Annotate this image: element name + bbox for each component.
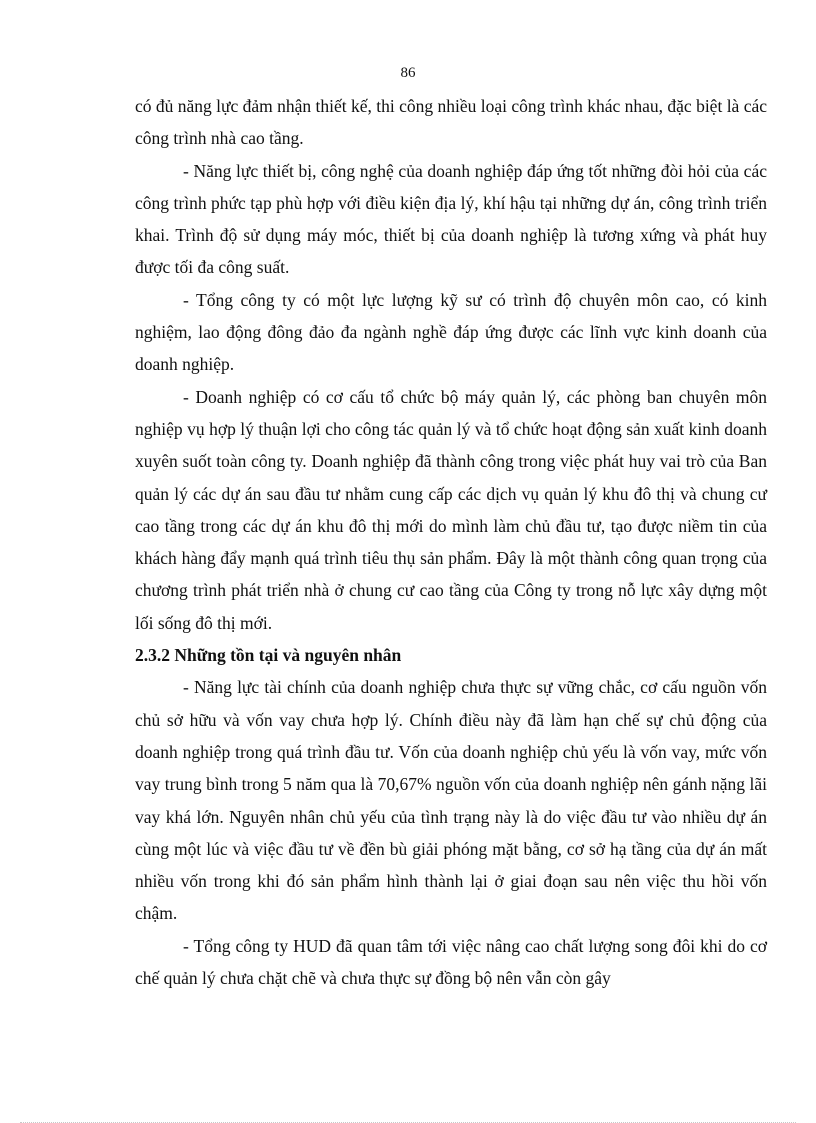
section-heading: 2.3.2 Những tồn tại và nguyên nhân [135, 645, 402, 666]
paragraph-financial-capacity: - Năng lực tài chính của doanh nghiệp chưa thực sự vững chắc, cơ cấu nguồn vốn chủ sở hữu và vốn vay chưa hợp lý. Chính điều này đã làm hạn chế sự chủ động của doanh nghiệp trong quá trình đầu tư. Vốn của doanh nghiệp chủ yếu là vốn vay, mức vốn vay trung bình trong 5 năm qua là 70,67% nguồn vốn của doanh nghiệp nên gánh nặng lãi vay khá lớn. Nguyên nhân chủ yếu của tình trạng này là do việc đầu tư vào nhiều dự án cùng một lúc và việc đầu tư về đền bù giải phóng mặt bằng, cơ sở hạ tầng của dự án mất nhiều vốn trong khi đó sản phẩm hình thành lại ở giai đoạn sau nên việc thu hồi vốn chậm. [135, 677, 767, 924]
paragraph-engineering-staff: - Tổng công ty có một lực lượng kỹ sư có trình độ chuyên môn cao, có kinh nghiệm, lao động đông đảo đa ngành nghề đáp ứng được các lĩnh vực kinh doanh của doanh nghiệp. [135, 289, 767, 375]
paragraph-organization-structure: - Doanh nghiệp có cơ cấu tổ chức bộ máy quản lý, các phòng ban chuyên môn nghiệp vụ hợp lý thuận lợi cho công tác quản lý và tổ chức hoạt động sản xuất kinh doanh xuyên suốt toàn công ty. Doanh nghiệp đã thành công trong việc phát huy vai trò của Ban quản lý các dự án sau đầu tư nhằm cung cấp các dịch vụ quản lý khu đô thị và chung cư cao tầng trong các dự án khu đô thị mới do mình làm chủ đầu tư, tạo được niềm tin của khách hàng đẩy mạnh quá trình tiêu thụ sản phẩm. Đây là một thành công quan trọng của chương trình phát triển nhà ở chung cư cao tầng của Công ty trong nỗ lực xây dựng một lối sống đô thị mới. [135, 386, 767, 633]
paragraph-continuation: có đủ năng lực đảm nhận thiết kế, thi công nhiều loại công trình khác nhau, đặc biệt là các công trình nhà cao tầng. [135, 96, 767, 149]
document-body [135, 90, 767, 994]
paragraph-quality-management: - Tổng công ty HUD đã quan tâm tới việc nâng cao chất lượng song đôi khi do cơ chế quản lý chưa chặt chẽ và chưa thực sự đồng bộ nên vẫn còn gây [135, 935, 767, 989]
page-number: 86 [400, 65, 416, 81]
paragraph-equipment-capacity: - Năng lực thiết bị, công nghệ của doanh nghiệp đáp ứng tốt những đòi hỏi của các công trình phức tạp phù hợp với điều kiện địa lý, khí hậu tại những dự án, công trình triển khai. Trình độ sử dụng máy móc, thiết bị của doanh nghiệp là tương xứng và phát huy được tối đa công suất. [135, 160, 767, 278]
